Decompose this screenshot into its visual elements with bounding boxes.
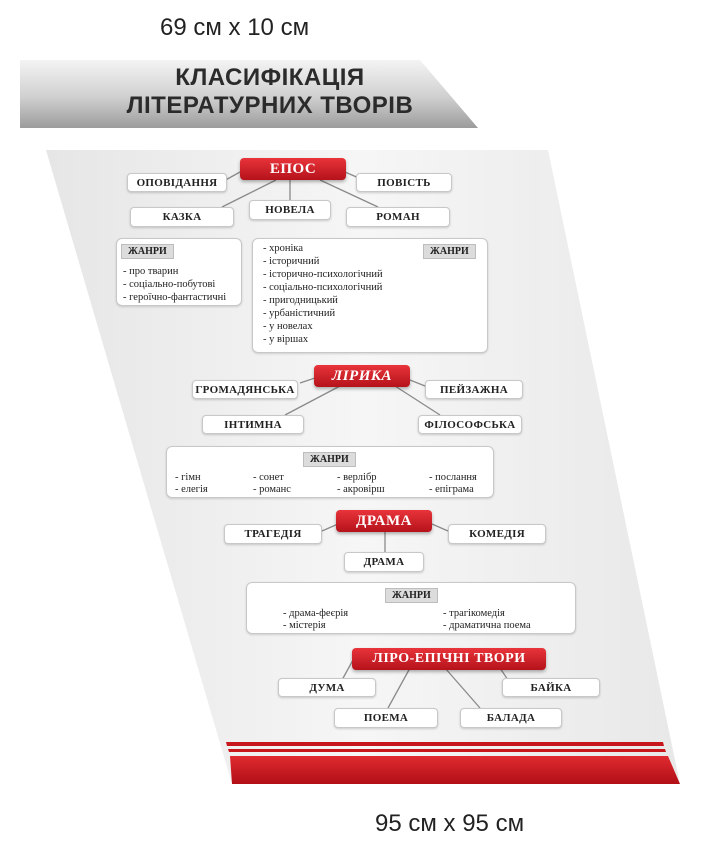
genres-tag: ЖАНРИ [303, 452, 356, 467]
epos-item-opovidannia: ОПОВІДАННЯ [127, 173, 227, 192]
lyrics-item-hromadianska: ГРОМАДЯНСЬКА [192, 380, 298, 399]
lyrics-item-filosofska: ФІЛОСОФСЬКА [418, 415, 522, 434]
lyroepic-header: ЛІРО-ЕПІЧНІ ТВОРИ [352, 648, 546, 670]
genre-item: - соціально-психологічний [263, 282, 383, 293]
lyrics-header: ЛІРИКА [314, 365, 410, 387]
genre-item: - драматична поема [443, 620, 531, 631]
epos-genres-right [252, 238, 488, 353]
genre-item: - соціально-побутові [123, 279, 216, 290]
genre-item: - про тварин [123, 266, 179, 277]
page-title [60, 64, 480, 120]
epos-header: ЕПОС [240, 158, 346, 180]
lyroepic-item-balada: БАЛАДА [460, 708, 562, 728]
panel-dimensions-label: 95 см х 95 см [375, 810, 525, 837]
drama-item-drama: ДРАМА [344, 552, 424, 572]
genre-item: - елегія [175, 484, 208, 495]
drama-item-trahediia: ТРАГЕДІЯ [224, 524, 322, 544]
drama-item-komediia: КОМЕДІЯ [448, 524, 546, 544]
lyroepic-item-poema: ПОЕМА [334, 708, 438, 728]
genres-tag: ЖАНРИ [385, 588, 438, 603]
genre-item: - епіграма [429, 484, 474, 495]
epos-item-roman: РОМАН [346, 207, 450, 227]
red-stripe-thin-1 [226, 742, 664, 746]
drama-genres [246, 582, 576, 634]
genre-item: - героїчно-фантастичні [123, 292, 227, 303]
genre-item: - послання [429, 472, 477, 483]
lyrics-genres [166, 446, 494, 498]
lyrics-item-intymna: ІНТИМНА [202, 415, 304, 434]
epos-item-novela: НОВЕЛА [249, 200, 331, 220]
title-line-2: ЛІТЕРАТУРНИХ ТВОРІВ [126, 92, 414, 119]
epos-item-povist: ПОВІСТЬ [356, 173, 452, 192]
lyroepic-item-duma: ДУМА [278, 678, 376, 697]
genre-item: - гімн [175, 472, 201, 483]
genre-item: - сонет [253, 472, 284, 483]
genre-item: - містерія [283, 620, 326, 631]
genre-item: - акровірш [337, 484, 385, 495]
genre-item: - у новелах [263, 321, 313, 332]
genre-item: - пригодницький [263, 295, 338, 306]
genre-item: - у віршах [263, 334, 309, 345]
genre-item: - історичний [263, 256, 320, 267]
epos-item-kazka: КАЗКА [130, 207, 234, 227]
red-stripe-thin-2 [228, 749, 666, 752]
red-footer-band [230, 756, 680, 784]
genre-item: - урбаністичний [263, 308, 336, 319]
genre-item: - верлібр [337, 472, 377, 483]
epos-genres-left [116, 238, 242, 306]
banner-dimensions-label: 69 см х 10 см [160, 14, 310, 41]
genre-item: - хроніка [263, 243, 304, 254]
title-line-1: КЛАСИФІКАЦІЯ [175, 64, 365, 91]
genre-item: - драма-феєрія [283, 608, 349, 619]
genres-tag: ЖАНРИ [423, 244, 476, 259]
genres-tag: ЖАНРИ [121, 244, 174, 259]
genre-item: - історично-психологічний [263, 269, 383, 280]
lyroepic-item-baika: БАЙКА [502, 678, 600, 697]
genre-item: - трагікомедія [443, 608, 505, 619]
genre-item: - романс [253, 484, 291, 495]
lyrics-item-peizazhna: ПЕЙЗАЖНА [425, 380, 523, 399]
drama-header: ДРАМА [336, 510, 432, 532]
